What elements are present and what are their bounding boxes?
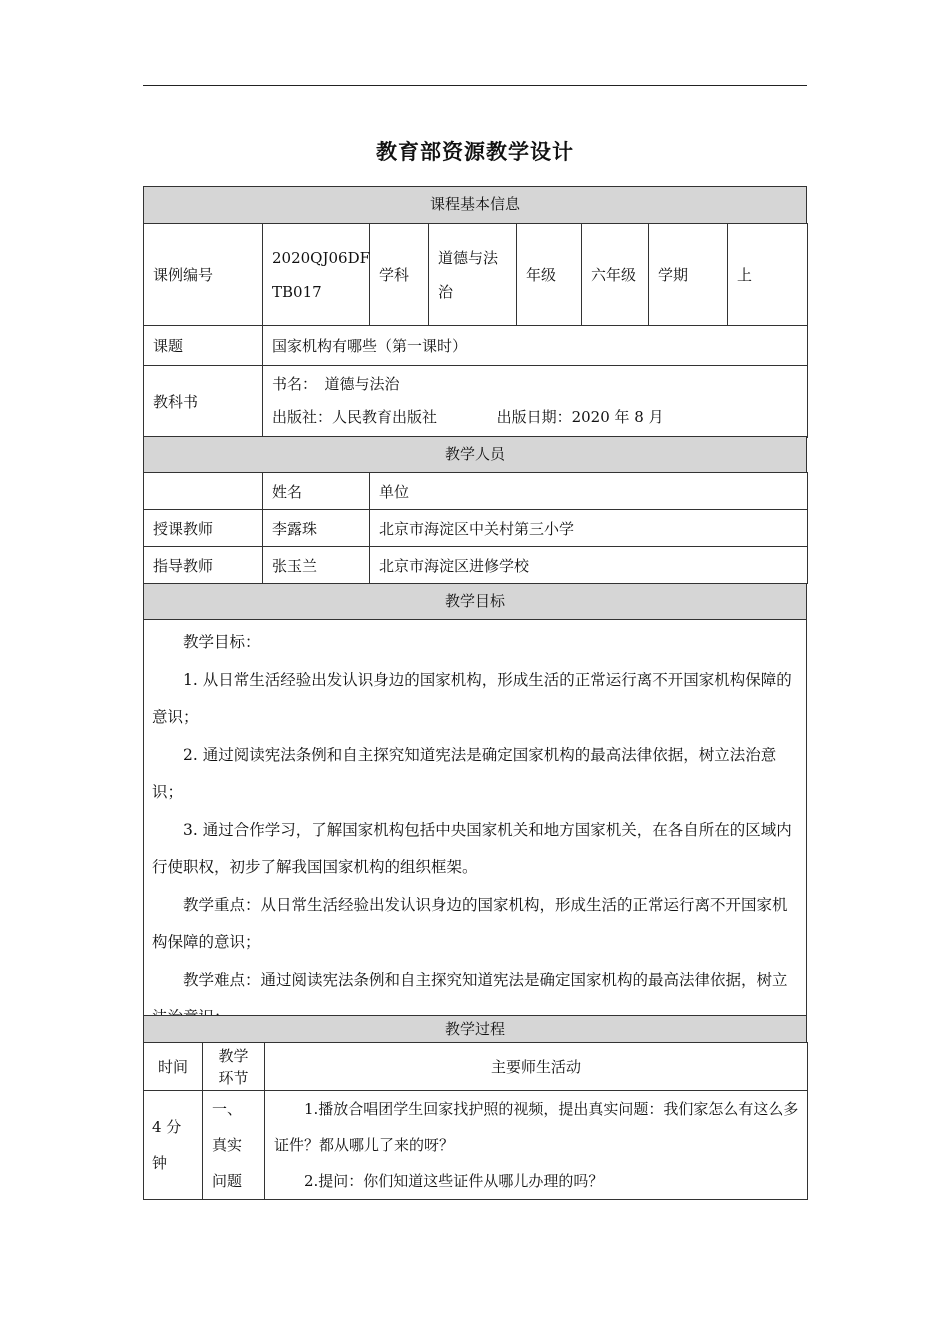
staff-unit: 北京市海淀区中关村第三小学: [370, 510, 808, 547]
process-col-time: 时间: [144, 1043, 203, 1091]
staff-name: 李露珠: [263, 510, 370, 547]
process-time: 4 分 钟: [144, 1091, 203, 1200]
staff-role: 指导教师: [144, 547, 263, 584]
objectives-line: 1. 从日常生活经验出发认识身边的国家机构，形成生活的正常运行离不开国家机构保障的意识；: [152, 670, 792, 726]
subject-value: 道德与法 治: [429, 224, 517, 326]
staff-empty-cell: [144, 473, 263, 510]
objectives-line: 3. 通过合作学习，了解国家机构包括中央国家机关和地方国家机关，在各自所在的区域内行使职权，初步了解我国国家机构的组织框架。: [152, 820, 792, 876]
staff-unit: 北京市海淀区进修学校: [370, 547, 808, 584]
book-name: 书名： 道德与法治: [272, 374, 400, 393]
section-header-objectives: 教学目标: [143, 583, 807, 620]
activity-line: 2.提问：你们知道这些证件从哪儿办理的吗？: [304, 1172, 604, 1190]
grade-label: 年级: [517, 224, 582, 326]
header-rule: [143, 85, 807, 86]
pub-date: 出版日期：2020 年 8 月: [496, 407, 664, 426]
process-col-stage: 教学 环节: [203, 1043, 265, 1091]
section-header-staff: 教学人员: [143, 436, 807, 473]
staff-col-name: 姓名: [263, 473, 370, 510]
topic-value: 国家机构有哪些（第一课时）: [263, 326, 808, 366]
page-title: 教育部资源教学设计: [376, 140, 574, 164]
staff-name: 张玉兰: [263, 547, 370, 584]
objectives-body: [143, 619, 807, 1016]
textbook-label: 教科书: [144, 366, 263, 438]
subject-label: 学科: [370, 224, 429, 326]
process-table: [143, 1042, 808, 1200]
process-activity: [265, 1091, 808, 1200]
section-header-process: 教学过程: [143, 1015, 807, 1043]
case-no-label: 课例编号: [144, 224, 263, 326]
process-col-activity: 主要师生活动: [265, 1043, 808, 1091]
staff-col-unit: 单位: [370, 473, 808, 510]
term-value: 上: [728, 224, 808, 326]
objectives-line: 教学目标：: [183, 633, 261, 651]
section-header-basic-info: 课程基本信息: [143, 186, 807, 224]
textbook-details: [263, 366, 808, 438]
grade-value: 六年级: [582, 224, 649, 326]
process-stage: 一、 真实 问题: [203, 1091, 265, 1200]
objectives-line: 2. 通过阅读宪法条例和自主探究知道宪法是确定国家机构的最高法律依据，树立法治意识；: [152, 745, 777, 801]
objectives-line: 教学重点：从日常生活经验出发认识身边的国家机构，形成生活的正常运行离不开国家机构保障的意识；: [152, 895, 788, 951]
publisher: 出版社：人民教育出版社: [272, 407, 438, 426]
activity-line: 1.播放合唱团学生回家找护照的视频，提出真实问题：我们家怎么有这么多证件？都从哪儿了来的呀？: [274, 1100, 799, 1154]
term-label: 学期: [649, 224, 728, 326]
basic-info-table: [143, 223, 808, 438]
staff-table: [143, 472, 808, 584]
objectives-line: 教学难点：通过阅读宪法条例和自主探究知道宪法是确定国家机构的最高法律依据，树立: [183, 970, 788, 989]
case-no-value: 2020QJ06DF TB017: [263, 224, 370, 326]
topic-label: 课题: [144, 326, 263, 366]
staff-role: 授课教师: [144, 510, 263, 547]
